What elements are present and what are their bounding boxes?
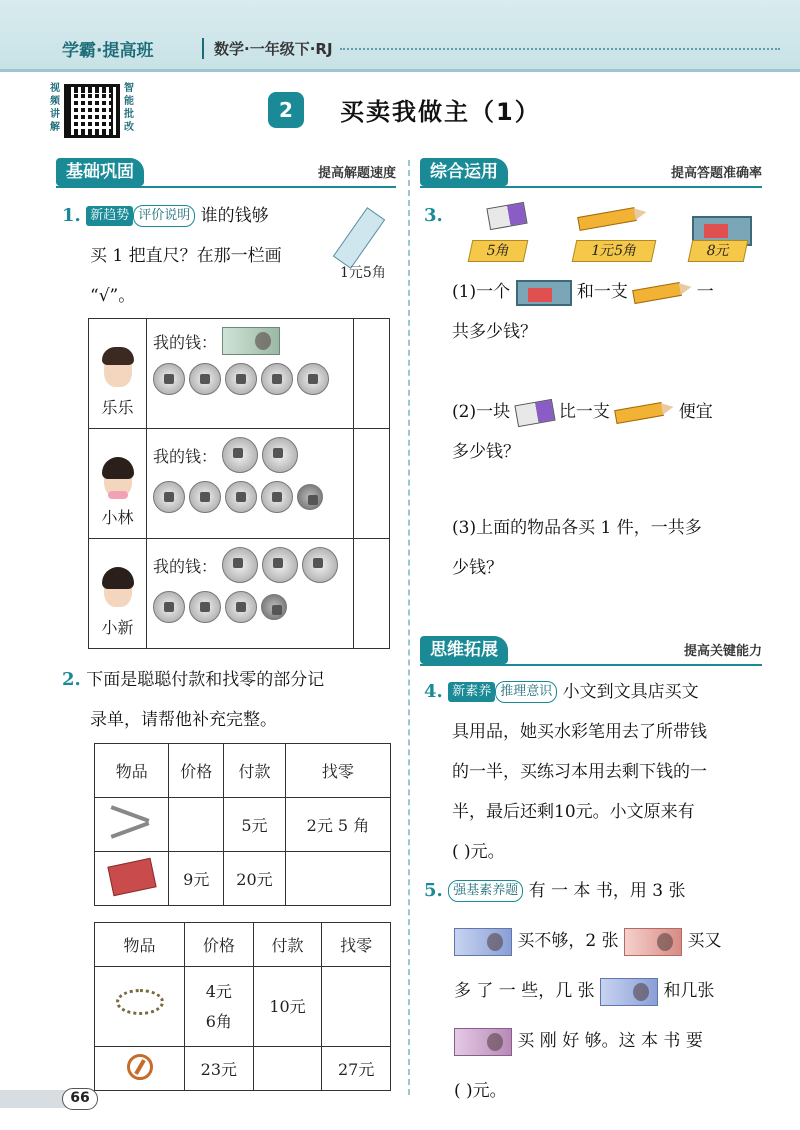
coin-icon <box>297 484 323 510</box>
paid-cell: 10元 <box>253 967 322 1047</box>
price-cell: 23元 <box>185 1047 254 1091</box>
coin-icon <box>153 363 185 395</box>
price-tag-eraser: 5角 <box>468 240 529 262</box>
bead-bracelet-icon <box>116 989 164 1015</box>
coin-icon <box>189 591 221 623</box>
q1-line1: 谁的钱够 <box>200 206 269 226</box>
q2-text <box>62 660 402 740</box>
person-name: 乐乐 <box>101 398 134 417</box>
person-name: 小新 <box>101 618 134 637</box>
q3-part2 <box>452 392 772 472</box>
coin-icon <box>153 591 185 623</box>
my-money-label: 我的钱： <box>153 332 218 352</box>
coin-icon <box>222 437 258 473</box>
coin-row <box>153 481 347 513</box>
q1-badge-eval: 评价说明 <box>133 205 195 227</box>
my-money-label: 我的钱： <box>153 556 218 576</box>
q3-p1-b: 和一支 <box>576 282 628 302</box>
q5-line2-a: 买不够，2 张 <box>517 931 619 951</box>
section-comprehensive-underline <box>420 186 762 188</box>
q3-part3 <box>452 508 772 588</box>
q4-badge-literacy: 新素养 <box>448 682 495 702</box>
q4-line4: 半，最后还剩10元。小文原来有 <box>452 802 695 822</box>
q3-part1 <box>452 272 772 352</box>
q5-badge: 强基素养题 <box>448 880 523 902</box>
header-dotted-line <box>340 48 780 50</box>
section-comprehensive-title: 综合运用 <box>420 158 508 186</box>
table-row <box>89 539 390 649</box>
table-row <box>95 967 391 1047</box>
q3-p2-b: 比一支 <box>558 402 610 422</box>
coin-icon <box>189 363 221 395</box>
banknote-10-icon <box>454 928 512 956</box>
footer-bar <box>0 1090 70 1108</box>
coin-icon <box>262 547 298 583</box>
coin-icon <box>225 591 257 623</box>
person-cell <box>89 429 147 539</box>
coin-row <box>153 591 347 623</box>
q2-table-2 <box>94 922 391 1091</box>
price-tag-box: 8元 <box>688 240 749 262</box>
change-cell[interactable] <box>285 852 390 906</box>
coin-icon <box>225 481 257 513</box>
table-row <box>89 429 390 539</box>
q4-answer-blank[interactable]: ( )元。 <box>452 842 505 862</box>
section-thinking-underline <box>420 664 762 666</box>
q1-text <box>62 196 352 316</box>
item-cell <box>95 852 169 906</box>
subject-label: 数学·一年级下·RJ <box>202 38 333 59</box>
change-cell: 2元 5 角 <box>285 798 390 852</box>
item-cell <box>95 1047 185 1091</box>
section-basic-title: 基础巩固 <box>56 158 144 186</box>
person-name: 小林 <box>101 508 134 527</box>
section-thinking-title: 思维拓展 <box>420 636 508 664</box>
coin-icon <box>261 363 293 395</box>
q5-line3-b: 和几张 <box>663 981 715 1001</box>
q3-number: 3. <box>424 205 443 226</box>
coin-icon <box>189 481 221 513</box>
coin-icon <box>261 481 293 513</box>
compass-icon <box>127 1054 153 1080</box>
header-change: 找零 <box>285 744 390 798</box>
table-header-row <box>95 923 391 967</box>
table-row <box>95 798 391 852</box>
q5-line3-a: 多 了 一 些，几 张 <box>454 981 595 1001</box>
column-divider <box>408 160 410 1095</box>
boy-avatar-icon <box>104 351 132 387</box>
q5-line1: 有 一 本 书，用 3 张 <box>528 881 686 901</box>
eraser-icon <box>514 398 555 426</box>
banknote-5-icon <box>454 1028 512 1056</box>
check-cell[interactable] <box>354 319 390 429</box>
paid-cell: 20元 <box>224 852 286 906</box>
q4-line1: 小文到文具店买文 <box>562 682 699 702</box>
banknote-icon <box>222 327 280 355</box>
header-item: 物品 <box>95 744 169 798</box>
eraser-icon <box>486 202 527 230</box>
paid-cell[interactable] <box>253 1047 322 1091</box>
section-comprehensive <box>420 158 762 186</box>
header-item: 物品 <box>95 923 185 967</box>
item-cell <box>95 967 185 1047</box>
money-cell <box>147 429 354 539</box>
pencil-icon <box>577 207 637 231</box>
q1-money-table <box>88 318 390 649</box>
my-money-label: 我的钱： <box>153 446 218 466</box>
section-basic-underline <box>56 186 396 188</box>
price-line2: 6角 <box>205 1011 232 1031</box>
q4-text <box>424 672 772 872</box>
header-paid: 付款 <box>224 744 286 798</box>
table-header-row <box>95 744 391 798</box>
price-cell <box>185 967 254 1047</box>
q3-number-wrap <box>424 196 443 236</box>
q3-p3-a: (3)上面的物品各买 1 件，一共多 <box>452 518 702 538</box>
table-row <box>95 852 391 906</box>
change-cell: 27元 <box>322 1047 391 1091</box>
lesson-number: 2 <box>268 92 304 128</box>
person-cell <box>89 319 147 429</box>
page-number: 66 <box>62 1088 98 1110</box>
q5-line4: 买 刚 好 够。这 本 书 要 <box>517 1031 703 1051</box>
section-basic-subtitle: 提高解题速度 <box>317 166 396 181</box>
q3-p3-b: 少钱？ <box>452 558 503 578</box>
q5-line2-b: 买又 <box>687 931 722 951</box>
banknote-20-icon <box>624 928 682 956</box>
qr-code-icon[interactable] <box>64 84 120 138</box>
girl-avatar-icon <box>104 571 132 607</box>
price-cell: 9元 <box>169 852 224 906</box>
coin-icon <box>222 547 258 583</box>
coin-icon <box>262 437 298 473</box>
q1-line3: “√”。 <box>90 286 136 306</box>
section-thinking-subtitle: 提高关键能力 <box>683 644 762 659</box>
qr-left-label: 视频讲解 <box>50 83 60 133</box>
q2-table-1 <box>94 743 391 906</box>
header-change: 找零 <box>322 923 391 967</box>
q1-badge-trend: 新趋势 <box>86 206 133 226</box>
qr-right-label: 智能批改 <box>124 83 134 133</box>
q3-p1-a: (1)一个 <box>452 282 511 302</box>
q4-badge-reasoning: 推理意识 <box>495 681 557 703</box>
scissors-icon <box>110 810 154 836</box>
q4-number: 4. <box>424 681 443 702</box>
person-cell <box>89 539 147 649</box>
money-cell <box>147 539 354 649</box>
table-row <box>89 319 390 429</box>
q2-line1: 下面是聪聪付款和找零的部分记 <box>86 670 325 690</box>
pencil-icon <box>632 281 682 303</box>
q3-p1-c: 一 <box>696 282 714 302</box>
banknote-10-icon <box>600 978 658 1006</box>
paid-cell: 5元 <box>224 798 286 852</box>
pencil-icon <box>614 401 664 423</box>
q5-text <box>424 866 772 1116</box>
header-bar <box>0 0 800 72</box>
q3-p2-c: 便宜 <box>678 402 713 422</box>
price-tag-pencil: 1元5角 <box>572 240 657 262</box>
q2-number: 2. <box>62 669 81 690</box>
q3-p2-a: (2)一块 <box>452 402 511 422</box>
section-comprehensive-subtitle: 提高答题准确率 <box>670 166 762 181</box>
notebook-icon <box>107 857 156 895</box>
check-cell[interactable] <box>354 429 390 539</box>
qr-block[interactable] <box>50 82 138 140</box>
girl-avatar-icon <box>104 461 132 497</box>
money-cell <box>147 319 354 429</box>
header-price: 价格 <box>169 744 224 798</box>
coin-icon <box>297 363 329 395</box>
section-thinking <box>420 636 762 664</box>
table-row <box>95 1047 391 1091</box>
lesson-title: 买卖我做主（1） <box>340 98 541 126</box>
header-price: 价格 <box>185 923 254 967</box>
price-cell[interactable] <box>169 798 224 852</box>
coin-icon <box>302 547 338 583</box>
q5-number: 5. <box>424 880 443 901</box>
section-basic <box>56 158 396 186</box>
change-cell[interactable] <box>322 967 391 1047</box>
q1-line2: 买 1 把直尺？在那一栏画 <box>90 246 282 266</box>
coin-icon <box>153 481 185 513</box>
ruler-price: 1元5角 <box>340 265 386 281</box>
check-cell[interactable] <box>354 539 390 649</box>
q4-line2: 具用品，她买水彩笔用去了所带钱 <box>452 722 707 742</box>
coin-icon <box>261 594 287 620</box>
pencil-box-icon <box>516 280 572 306</box>
header-paid: 付款 <box>253 923 322 967</box>
coin-icon <box>225 363 257 395</box>
q1-number: 1. <box>62 205 81 226</box>
q2-line2: 录单，请帮他补充完整。 <box>90 710 277 730</box>
q3-p1-d: 共多少钱？ <box>452 322 537 342</box>
q5-answer-blank[interactable]: ( )元。 <box>454 1081 507 1101</box>
item-cell <box>95 798 169 852</box>
price-line1: 4元 <box>205 981 232 1001</box>
q3-p2-d: 多少钱？ <box>452 442 520 462</box>
brand-label: 学霸·提高班 <box>62 41 154 61</box>
coin-row <box>153 363 347 395</box>
q4-line3: 的一半，买练习本用去剩下钱的一 <box>452 762 707 782</box>
